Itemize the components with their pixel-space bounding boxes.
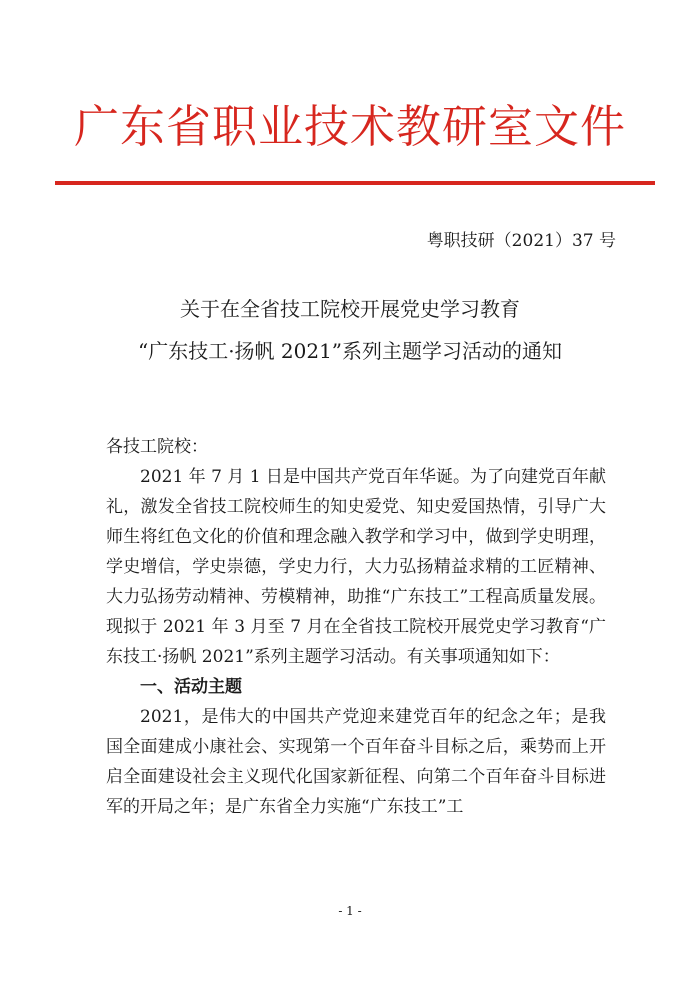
header-red-rule [55,181,655,185]
body-paragraph-2: 2021，是伟大的中国共产党迎来建党百年的纪念之年；是我国全面建成小康社会、实现第一个百年奋斗目标之后，乘势而上开启全面建设社会主义现代化国家新征程、向第二个百年奋斗目标进军的开局之年；是广东省全力实施“广东技工”工 [106,707,606,817]
notice-title-line-2: “广东技工·扬帆 2021”系列主题学习活动的通知 [137,339,563,363]
salutation: 各技工院校： [106,437,208,457]
page-number: - 1 - [338,904,362,918]
notice-title-line-1: 关于在全省技工院校开展党史学习教育 [180,297,520,321]
section-heading-1: 一、活动主题 [140,677,242,697]
document-header-title: 广东省职业技术教研室文件 [73,100,626,153]
notice-title [0,288,700,372]
document-number: 粤职技研（2021）37 号 [426,231,616,251]
body-paragraph-1: 2021 年 7 月 1 日是中国共产党百年华诞。为了向建党百年献礼，激发全省技工院校师生的知史爱党、知史爱国热情，引导广大师生将红色文化的价值和理念融入教学和学习中，做到学史明理，学史增信，学史崇德，学史力行，大力弘扬精益求精的工匠精神、大力弘扬劳动精神、劳模精神，助推“广东技工”工程高质量发展。现拟于 2021 年 3 月至 7 月在全省技工院校开展党史学习教育“广东技工·扬帆 2021”系列主题学习活动。有关事项通知如下： [106,467,606,667]
notice-body [106,432,606,822]
